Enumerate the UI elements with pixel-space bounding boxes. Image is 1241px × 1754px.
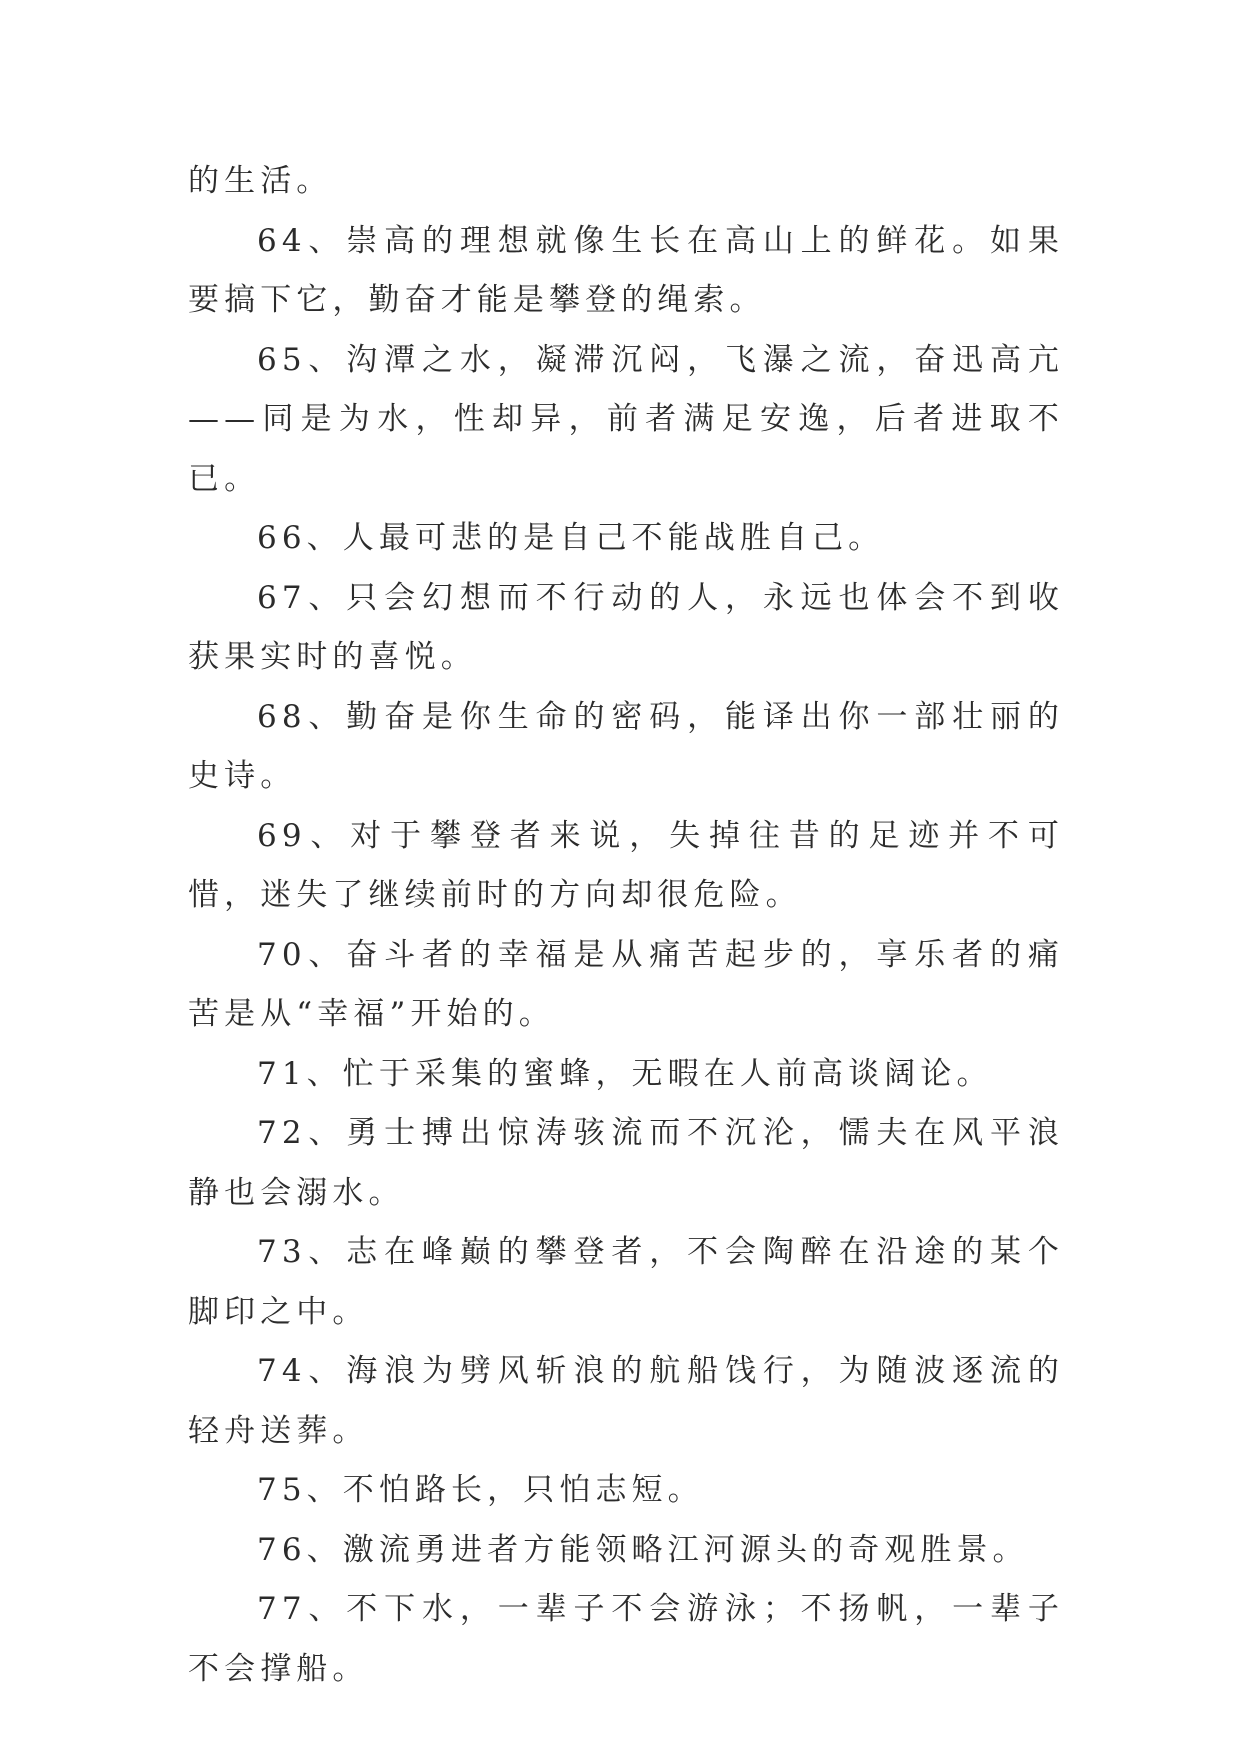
quote-71: 71、忙于采集的蜜蜂，无暇在人前高谈阔论。 — [257, 1055, 993, 1092]
quote-64: 64、崇高的理想就像生长在高山上的鲜花。如果要搞下它，勤奋才能是攀登的绳索。 — [188, 222, 1064, 318]
quote-69: 69、对于攀登者来说，失掉往昔的足迹并不可惜，迷失了继续前时的方向却很危险。 — [188, 817, 1064, 913]
quote-68: 68、勤奋是你生命的密码，能译出你一部壮丽的史诗。 — [188, 698, 1064, 794]
quote-66: 66、人最可悲的是自己不能战胜自己。 — [257, 520, 885, 556]
quote-67: 67、只会幻想而不行动的人，永远也体会不到收获果实时的喜悦。 — [188, 579, 1064, 675]
paragraph-continuation: 的生活。 — [188, 163, 333, 199]
quote-72: 72、勇士搏出惊涛骇流而不沉沦，懦夫在风平浪静也会溺水。 — [188, 1115, 1064, 1211]
quote-73: 73、志在峰巅的攀登者，不会陶醉在沿途的某个脚印之中。 — [188, 1234, 1064, 1330]
quote-65: 65、沟潭之水，凝滞沉闷，飞瀑之流，奋迅高亢——同是为水，性却异，前者满足安逸，后者进取不已。 — [188, 341, 1064, 497]
quote-77: 77、不下水，一辈子不会游泳；不扬帆，一辈子不会撑船。 — [188, 1591, 1064, 1687]
quote-76: 76、激流勇进者方能领略江河源头的奇观胜景。 — [257, 1531, 1029, 1568]
document-body — [188, 152, 1064, 1699]
quote-70: 70、奋斗者的幸福是从痛苦起步的，享乐者的痛苦是从“幸福”开始的。 — [188, 936, 1064, 1032]
quote-75: 75、不怕路长，只怕志短。 — [257, 1472, 704, 1508]
quote-74: 74、海浪为劈风斩浪的航船饯行，为随波逐流的轻舟送葬。 — [188, 1353, 1064, 1449]
